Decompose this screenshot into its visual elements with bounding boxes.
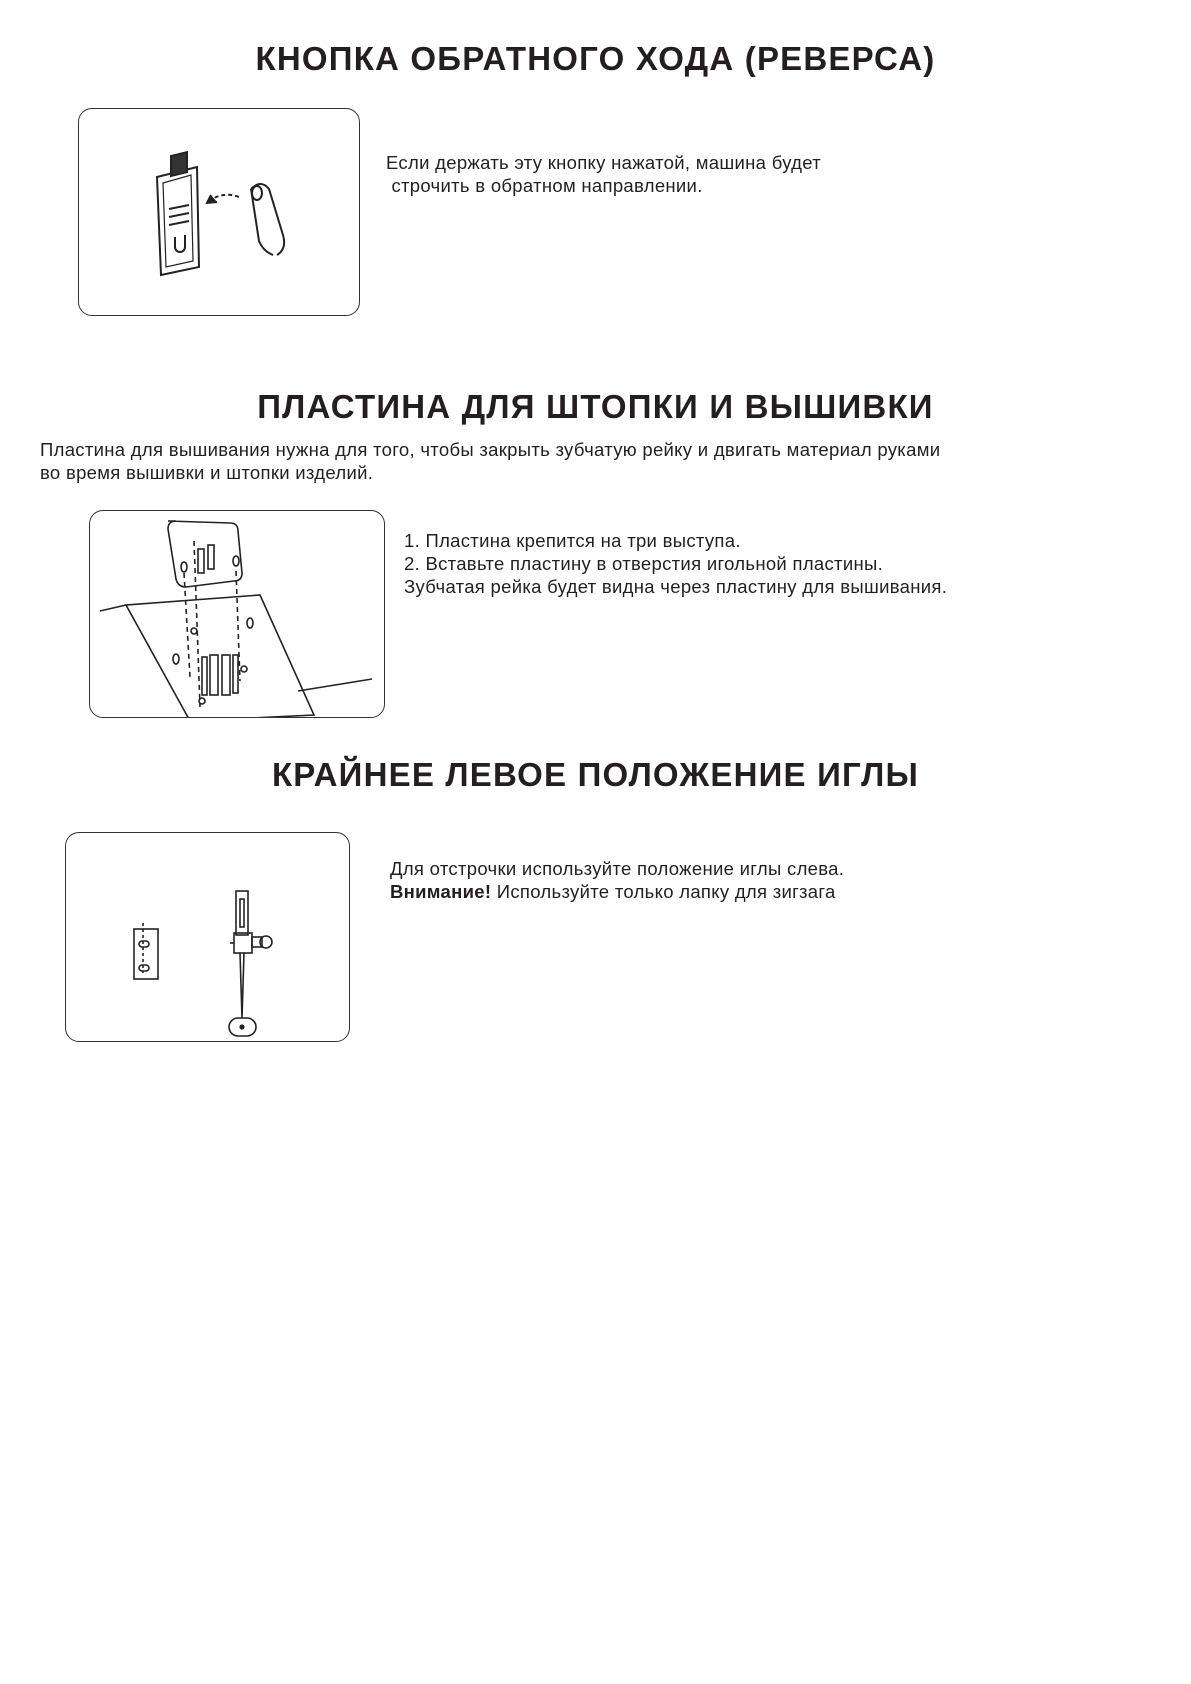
text-line: Для отстрочки используйте положение иглы слева. [390,858,845,879]
heading-reverse-button: КНОПКА ОБРАТНОГО ХОДА (РЕВЕРСА) [255,40,936,77]
step-1: 1. Пластина крепится на три выступа. [404,530,741,551]
heading-darning-plate: ПЛАСТИНА ДЛЯ ШТОПКИ И ВЫШИВКИ [257,388,934,425]
warning-line [390,880,844,903]
left-needle-description [390,857,844,903]
step-note: Зубчатая рейка будет видна через пластину для вышивания. [404,576,948,597]
text-line: во время вышивки и штопки изделий. [40,462,374,483]
illustration-darning-plate [89,510,385,718]
text-line: строчить в обратном направлении. [386,175,703,196]
step-2: 2. Вставьте пластину в отверстия игольной пластины. [404,553,884,574]
illustration-reverse-button [78,108,360,316]
warning-text: Используйте только лапку для зигзага [491,881,836,902]
darning-plate-steps [404,529,947,598]
darning-plate-intro [40,438,940,484]
darning-plate-diagram-icon [90,511,384,717]
warning-label: Внимание! [390,881,492,902]
illustration-left-needle [65,832,350,1042]
text-line: Если держать эту кнопку нажатой, машина будет [386,152,821,173]
heading-left-needle-position: КРАЙНЕЕ ЛЕВОЕ ПОЛОЖЕНИЕ ИГЛЫ [271,756,920,793]
finger-pressing-button-icon [79,109,359,315]
text-line: Пластина для вышивания нужна для того, чтобы закрыть зубчатую рейку и двигать материал руками [40,439,941,460]
needle-position-diagram-icon [66,833,349,1041]
reverse-description [386,151,821,197]
